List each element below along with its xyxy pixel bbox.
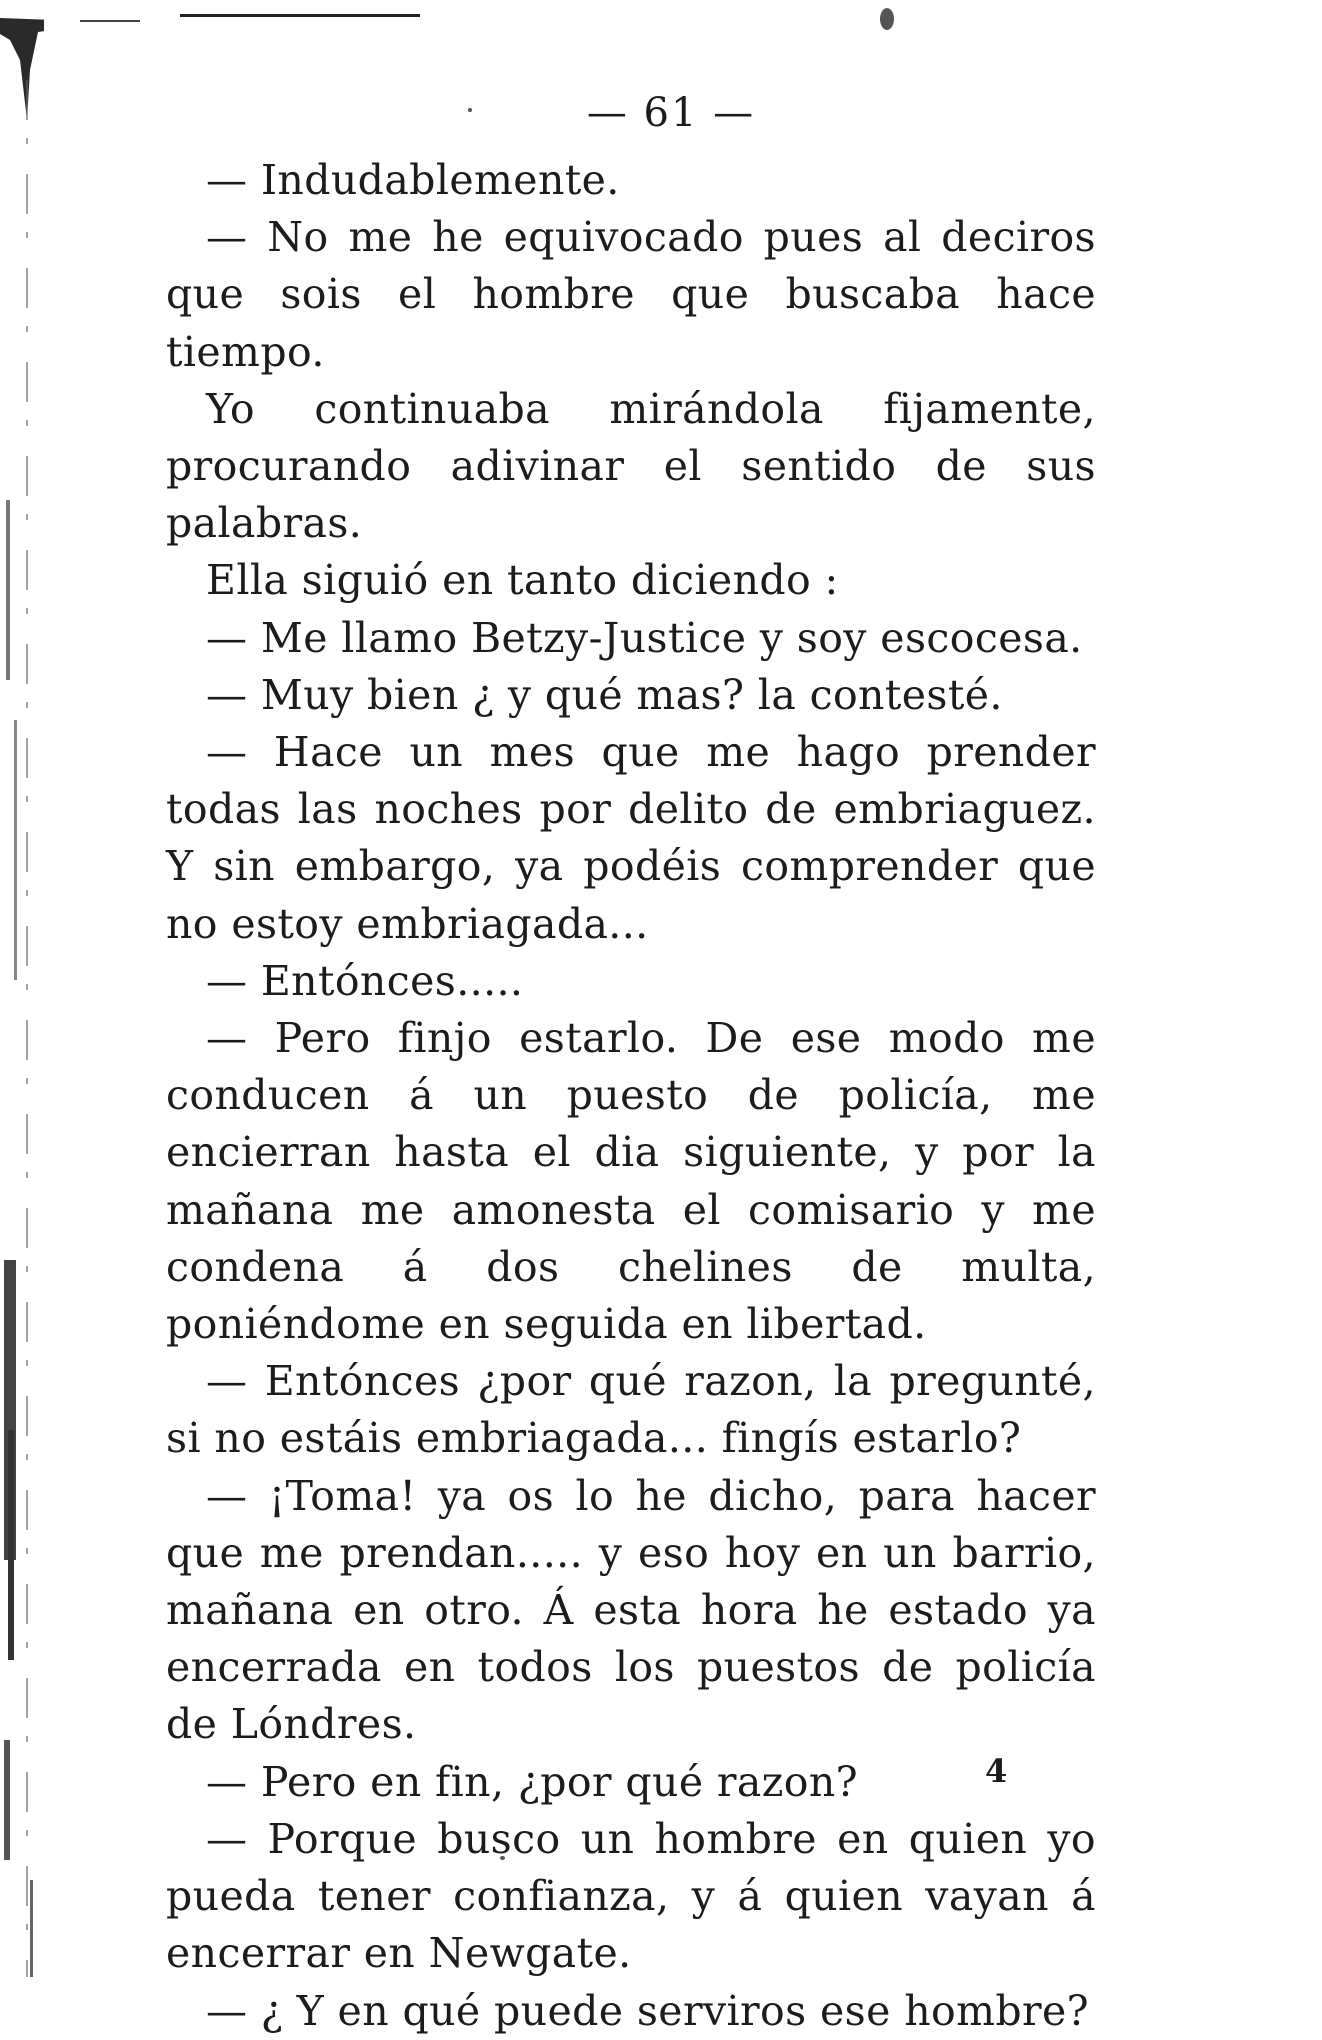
paragraph: Yo continuaba mirándola fijamente, procurando adivinar el sentido de sus palabras. bbox=[166, 384, 1096, 548]
top-rule bbox=[180, 14, 420, 17]
body-text bbox=[166, 152, 1096, 2040]
paragraph: — Pero finjo estarlo. De ese modo me conducen á un puesto de policía, me encierran hasta el dia siguiente, y por la mañana me amonesta el comisario y me condena á dos chelines de multa, poniéndome en seguida en libertad. bbox=[166, 1014, 1096, 1349]
page-number: 61 bbox=[643, 90, 699, 136]
paragraph: — Pero en fin, ¿por qué razon? bbox=[206, 1757, 859, 1806]
signature-mark: 4 bbox=[985, 1752, 1008, 1790]
paragraph: — Entónces ¿por qué razon, la pregunté, si no estáis embriagada... fingís estarlo? bbox=[166, 1357, 1096, 1463]
paragraph: — No me he equivocado pues al deciros que sois el hombre que buscaba hace tiempo. bbox=[166, 213, 1096, 376]
page-header bbox=[0, 90, 1322, 136]
paragraph: — ¡Toma! ya os lo he dicho, para hacer que me prendan..... y eso hoy en un barrio, mañana en otro. Á esta hora he estado ya encerrada en todos los puestos de policía de Lóndres. bbox=[166, 1471, 1096, 1749]
binding-edge bbox=[0, 0, 44, 1977]
paragraph: — Entónces..... bbox=[206, 956, 524, 1005]
paragraph: — Porque busco un hombre en quien yo pueda tener confianza, y á quien vayan á encerrar en Newgate. bbox=[166, 1814, 1096, 1978]
paragraph: — ¿ Y en qué puede serviros ese hombre? bbox=[206, 1986, 1090, 2035]
paragraph: Ella siguió en tanto diciendo : bbox=[206, 556, 839, 605]
paragraph: — Hace un mes que me hago prender todas las noches por delito de embriaguez. Y sin embargo, ya podéis comprender que no estoy embriagada... bbox=[166, 728, 1096, 948]
paragraph: — Muy bien ¿ y qué mas? la contesté. bbox=[206, 670, 1003, 719]
ink-speck bbox=[880, 8, 894, 30]
top-rule-mark bbox=[80, 20, 140, 22]
paragraph: — Me llamo Betzy-Justice y soy escocesa. bbox=[206, 613, 1083, 662]
paragraph: — Indudablemente. bbox=[206, 156, 620, 204]
page-number-line: — 61 — bbox=[586, 90, 756, 136]
